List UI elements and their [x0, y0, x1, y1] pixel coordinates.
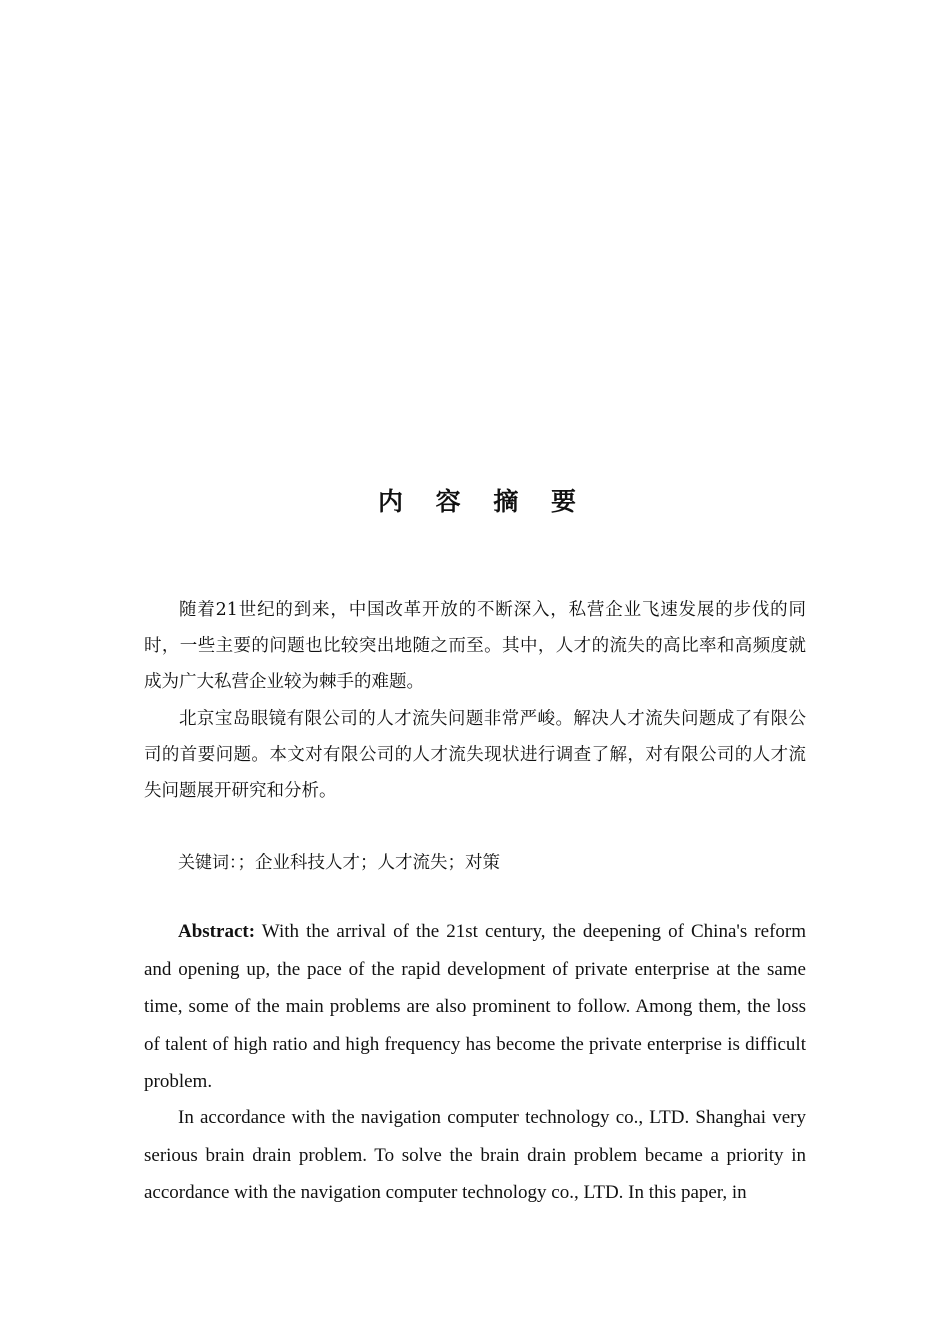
abstract-en-paragraph-2	[144, 1099, 806, 1212]
abstract-en-paragraph-1	[144, 913, 806, 1101]
abstract-cn-paragraph-1	[144, 592, 806, 700]
keywords-line	[178, 845, 500, 881]
abstract-cn-text-2: 北京宝岛眼镜有限公司的人才流失问题非常严峻。解决人才流失问题成了有限公司的首要问题。本文对有限公司的人才流失现状进行调查了解，对有限公司的人才流失问题展开研究和分析。	[144, 709, 806, 801]
keywords-value: ；企业科技人才；人才流失；对策	[237, 853, 500, 873]
abstract-en-label: Abstract:	[178, 921, 256, 942]
keywords-label: 关键词：	[178, 853, 238, 873]
abstract-cn-paragraph-2	[144, 701, 806, 809]
abstract-en-body-1: With the arrival of the 21st century, the deepening of China's reform and opening up, the pace of the rapid development of private enterprise at the same time, some of the main problems are also prominent to follow. Among them, the loss of talent of high ratio and high frequency has become the private enterprise is difficult problem.	[144, 921, 806, 1092]
page-title: 内 容 摘 要	[377, 487, 589, 516]
abstract-en-text-2: In accordance with the navigation computer technology co., LTD. Shanghai very serious brain drain problem. To solve the brain drain problem became a priority in accordance with the navigation computer technology co., LTD. In this paper, in	[144, 1107, 806, 1203]
abstract-cn-text-1: 随着21世纪的到来，中国改革开放的不断深入，私营企业飞速发展的步伐的同时，一些主要的问题也比较突出地随之而至。其中，人才的流失的高比率和高频度就成为广大私营企业较为棘手的难题。	[144, 600, 806, 692]
abstract-en-text-1	[144, 913, 806, 1101]
